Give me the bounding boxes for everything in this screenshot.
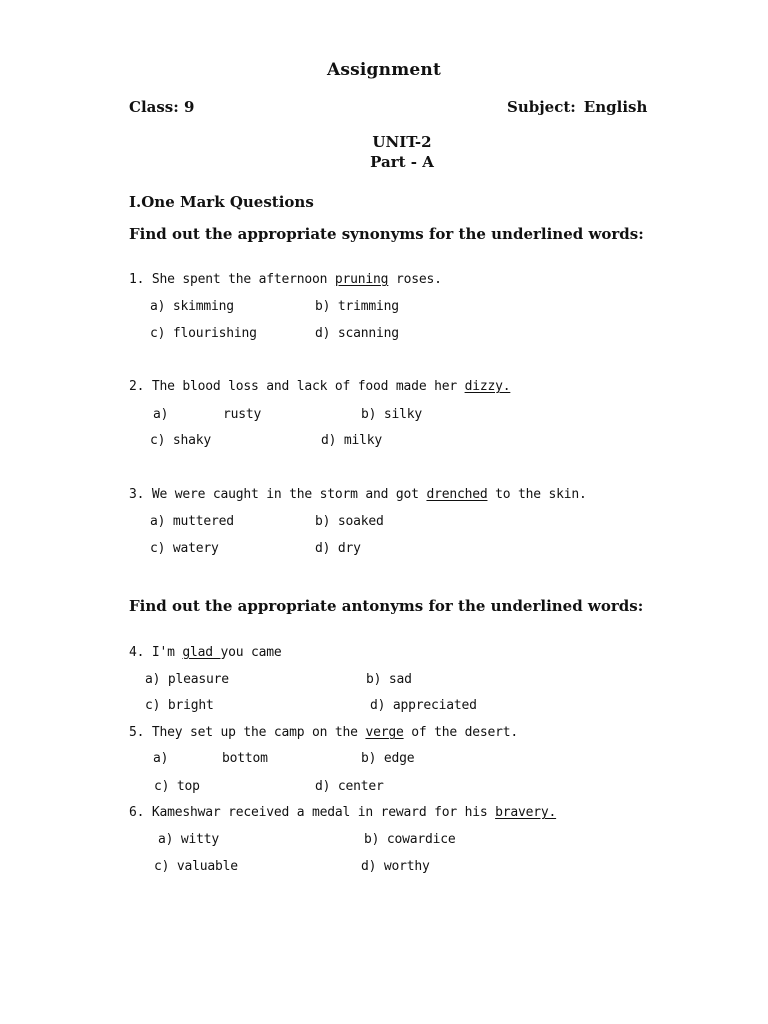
subject-info [507,98,647,116]
part-heading: Part - A [370,153,434,171]
subject-label: Subject: [507,98,576,116]
underlined-word: bravery. [495,805,557,820]
option-d: d) worthy [361,859,430,874]
option-b: b) cowardice [364,832,456,847]
question-1: 1. She spent the afternoon pruning roses. [129,272,442,287]
underlined-word: pruning [334,272,389,287]
option-a: a) muttered [150,514,234,529]
question-6: 6. Kameshwar received a medal in reward for his bravery. [129,805,557,820]
underlined-word: dizzy. [464,379,511,394]
underlined-word: glad [182,645,221,660]
option-d: d) milky [321,433,383,448]
option-b: b) sad [366,672,412,687]
option-b: b) edge [361,751,415,766]
option-a-text: rusty [223,407,262,422]
option-a: a) pleasure [145,672,229,687]
question-2: 2. The blood loss and lack of food made her dizzy. [129,379,511,394]
option-c: c) top [154,779,200,794]
option-a: a) skimming [150,299,234,314]
section-heading: I.One Mark Questions [129,193,314,211]
option-c: c) watery [150,541,219,556]
option-a: a) [153,751,169,766]
option-c: c) shaky [150,433,212,448]
synonyms-instruction: Find out the appropriate synonyms for the underlined words: [129,225,644,243]
option-c: c) flourishing [150,326,257,341]
option-c: c) valuable [154,859,238,874]
option-c: c) bright [145,698,214,713]
page-title: Assignment [326,60,442,80]
option-a: a) witty [158,832,220,847]
subject-value: English [583,98,648,116]
question-5: 5. They set up the camp on the verge of the desert. [129,725,518,740]
question-3: 3. We were caught in the storm and got drenched to the skin. [129,487,587,502]
option-d: d) appreciated [370,698,477,713]
option-d: d) scanning [315,326,399,341]
option-b: b) soaked [315,514,384,529]
underlined-word: drenched [426,487,488,502]
unit-heading: UNIT-2 [372,133,432,151]
antonyms-instruction: Find out the appropriate antonyms for the underlined words: [129,597,644,615]
option-b: b) trimming [315,299,399,314]
option-d: d) dry [315,541,361,556]
option-b: b) silky [361,407,423,422]
option-d: d) center [315,779,384,794]
option-a-text: bottom [222,751,268,766]
option-a: a) [153,407,169,422]
class-label: Class: 9 [129,98,195,116]
underlined-word: verge [365,725,404,740]
question-4: 4. I'm glad you came [129,645,282,660]
